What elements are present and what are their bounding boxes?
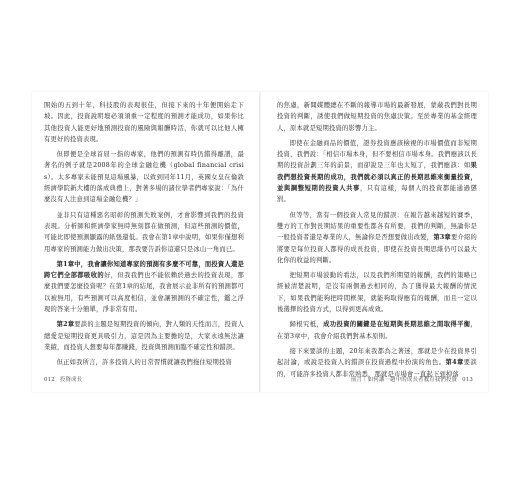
body-text: ，在第3章中，我會介紹我們對基本原則。 bbox=[277, 321, 477, 340]
book-gutter bbox=[259, 92, 261, 392]
body-text: 但正如我所言，許多投資人的日常習慣就讓我們拖住短期投資 bbox=[56, 359, 233, 367]
paragraph bbox=[44, 149, 244, 205]
body-text: 並非只有這種惡名昭彰的預測失敗案例，才會影響到我們的投資表現。分析師和經濟學家無時無刻都在做預測，但這些預測的價值，可能比即使預測顯露的紙張還低。我會在第1章中說明，如果你僅想利用專家的預測能力做出決策，那我要告訴你這還只是冰山一角而已。 bbox=[44, 211, 244, 253]
paragraph bbox=[44, 100, 244, 145]
left-page-footer bbox=[44, 375, 85, 383]
body-text: 要談的主題是短期投資的傾向，對人類的天性而言，投資人總愛是短期投資更具吸引力，這是因為主要擔的是，大家永遠無法讓業績，而投資人想要每年都賺錢，投資與預測面臨不確定性和錯誤。 bbox=[44, 321, 245, 351]
left-page-number: 012 bbox=[44, 377, 55, 383]
bold-text: 第1章中，我會讓你知道專家的預測有多麼不可靠， bbox=[56, 260, 205, 268]
bold-text: 而投資人還是跨它們全部都吸收的 bbox=[44, 260, 245, 280]
paragraph bbox=[44, 357, 244, 368]
body-text: 好，但我我們也不能依賴於過去的投資表現，那麼我們要怎麼投資呢？在第1章的結尾，我會展示並非所有的預測都可以被無用，有些預測可以高度相信，並會讓預測的不確定性，鑑之浮現的答案十分簡單，淨非常有用。 bbox=[44, 272, 244, 314]
body-text: 把短期市場波動的看法，以及我們所期望的報酬，我們的策略已經被清楚說明，是沒有兩個過去相同的，為了獲得最大報酬的情況下，如果我們能夠把時間框架，就能夠取得應有的報酬，而且一定以後選擇的投資方式，以得到更高成效。 bbox=[277, 272, 477, 314]
body-text: 但即便是全球首屈一指的專家，他們的預測有時仍錯得離譜，最著名的例子就是2008年的全球金融危機（global financial crisis）。太多專家未能預見這場風暴，以致到同年11月，英國女皇在倫敦經濟學院新大樓的落成典禮上，對著多場的諸位學者們專家說：「為什麼沒有人注意到這場金融危機？」 bbox=[44, 151, 244, 204]
bold-text: 果我們想投資長期的成功，我們就必須以真正的長期思維來衡量投資，並與調整短期的投資人共事 bbox=[277, 162, 477, 193]
body-text: 開始的五到十年，科技股的表現很佳，但接下來的十年便開始走下坡。因此，投資說明壇必須須重一定程度的預測才能成功，如果你比其他投資人能更好地預測投資的風險與報酬時活，你就可以比他人擁有更好的投資表現。 bbox=[44, 102, 244, 143]
body-text: 接下來要談的主題，20年來我都為之著迷，那就是少在投資界引起討論，或說是投資人的錯誤在投資過程中扮演的角色。 bbox=[277, 347, 477, 367]
body-text: 的焦慮，新聞媒體總在不斷的報導市場的最新發展，蒙蔽我們對長期投資的判斷，誘使我們做短期投資的焦慮決策。至於專業的基金經理人，原本就是短期投資的影響力主。 bbox=[277, 102, 477, 132]
paragraph bbox=[277, 270, 477, 315]
paragraph bbox=[44, 319, 244, 353]
body-text: 即使在金融商品的價值，證券投資應該檢視的市場價值而非短期投資，我們說：「相信市場本身，但不要相信市場本身。我們應該以長期的投資計劃三年的前景，而卻說是三年也太短了，我們應該：如 bbox=[277, 139, 477, 170]
right-page bbox=[277, 100, 477, 384]
left-page bbox=[44, 100, 244, 373]
right-page-footer bbox=[351, 375, 476, 383]
paragraph bbox=[44, 210, 244, 255]
paragraph bbox=[277, 100, 477, 134]
bold-text: 成功投資的關鍵是在短期與長期思維之間取得平衡 bbox=[323, 321, 471, 329]
book-spread bbox=[32, 92, 488, 392]
body-text: 要介紹的將要是每位投資人都得的成長投資，即使在投資長期思維仍可以最大化你的收益的判斷。 bbox=[277, 234, 477, 264]
body-text: 但等等，當有一個投資人常見的錯誤：在報告越來越短的賽季，雙方的工作對長期結果的重要性都各有所要，我們的判斷，無論你是一般投資者還是專業的人，無論你是否想要做出改變， bbox=[277, 211, 477, 242]
right-page-running-title: 前言｜如何讓一趟中的成長者教育我們投資 bbox=[350, 377, 458, 383]
body-text: ，只有這樣，每個人的投資都能通過懲罰。 bbox=[277, 185, 478, 204]
paragraph bbox=[44, 259, 244, 315]
right-page-number: 013 bbox=[462, 377, 473, 383]
bold-text: 第4章 bbox=[445, 359, 464, 367]
paragraph bbox=[277, 138, 477, 206]
body-text: 歸根究柢， bbox=[289, 321, 324, 329]
bold-text: 第2章 bbox=[56, 321, 75, 329]
body-text: 要談的，可能許多投資人都非常熟悉，那就是市場會一直起下到掉落 bbox=[277, 359, 478, 378]
left-page-running-title: 投資成長 bbox=[59, 377, 83, 383]
bold-text: 第3章 bbox=[433, 234, 451, 242]
paragraph bbox=[277, 210, 477, 266]
paragraph bbox=[277, 319, 477, 342]
